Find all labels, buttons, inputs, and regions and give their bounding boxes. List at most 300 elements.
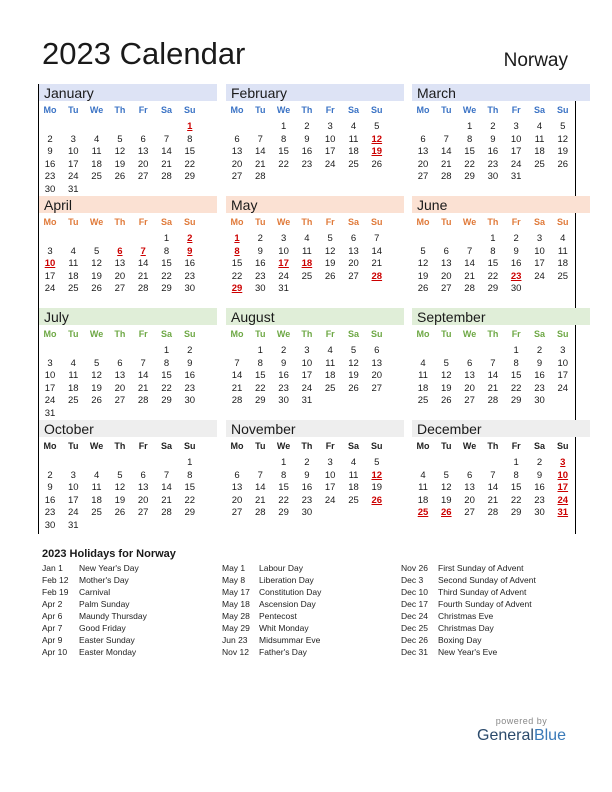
calendar-day: 13 [371, 357, 383, 369]
holiday-item [222, 611, 402, 623]
holiday-date: Feb 19 [42, 587, 69, 597]
calendar-day: 5 [420, 245, 426, 257]
calendar-day: 27 [137, 507, 149, 518]
calendar-day: 20 [231, 494, 243, 506]
holiday-day: 12 [371, 469, 383, 481]
weekday-label: Sa [533, 441, 545, 451]
calendar-day: 15 [487, 258, 499, 269]
calendar-day: 21 [255, 494, 266, 506]
calendar-day: 13 [137, 146, 149, 157]
month-name: July [44, 309, 69, 325]
calendar-day: 2 [280, 345, 287, 356]
calendar-day: 25 [68, 283, 79, 294]
calendar-day: 21 [487, 494, 499, 506]
holiday-name: Boxing Day [438, 635, 482, 645]
calendar-day: 5 [374, 121, 380, 132]
calendar-day: 21 [371, 258, 383, 269]
calendar-day: 3 [70, 133, 76, 145]
holiday-item [42, 599, 222, 611]
calendar-day: 4 [350, 457, 357, 468]
calendar-day: 28 [464, 283, 475, 294]
calendar-day: 3 [536, 233, 543, 244]
calendar-day: 4 [70, 357, 76, 369]
calendar-day: 11 [348, 133, 359, 145]
holiday-name: Labour Day [259, 563, 303, 573]
calendar-day: 12 [441, 482, 452, 493]
calendar-day: 21 [137, 382, 149, 394]
holiday-item [401, 635, 581, 647]
calendar-day: 25 [301, 270, 313, 282]
calendar-day: 22 [278, 494, 289, 506]
calendar-day: 21 [137, 270, 149, 282]
calendar-day: 20 [371, 370, 383, 381]
calendar-day: 14 [464, 258, 475, 269]
month-august [226, 308, 404, 420]
calendar-day: 11 [91, 146, 102, 157]
calendar-day: 19 [417, 270, 429, 282]
calendar-day: 10 [324, 133, 336, 145]
calendar-day: 22 [464, 158, 475, 170]
calendar-day: 31 [278, 283, 289, 294]
calendar-day: 28 [487, 507, 499, 518]
calendar-day: 24 [68, 507, 79, 518]
calendar-day: 16 [278, 370, 289, 381]
holiday-item [401, 575, 581, 587]
calendar-day: 9 [47, 146, 53, 157]
weekday-label: Mo [416, 105, 430, 115]
calendar-day: 18 [557, 258, 569, 269]
calendar-day: 21 [464, 270, 475, 282]
calendar-day: 11 [534, 133, 545, 145]
calendar-day: 13 [231, 146, 243, 157]
calendar-day: 30 [184, 283, 196, 294]
calendar-day: 15 [161, 258, 172, 269]
holiday-item [42, 575, 222, 587]
calendar-day: 6 [140, 469, 146, 481]
calendar-day: 17 [534, 258, 545, 269]
holiday-name: Christmas Day [438, 623, 494, 633]
month-february [226, 84, 404, 196]
weekday-label: Mo [230, 329, 244, 339]
calendar-day: 7 [466, 245, 473, 257]
calendar-day: 11 [348, 469, 359, 481]
calendar-day: 29 [510, 395, 522, 406]
month-header [226, 308, 404, 325]
calendar-day: 7 [140, 357, 146, 369]
calendar-day: 13 [464, 482, 475, 493]
calendar-day: 26 [348, 382, 359, 394]
calendar-day: 1 [163, 233, 170, 244]
calendar-day: 5 [374, 457, 380, 468]
calendar-day: 8 [280, 469, 287, 481]
weekday-label: Su [184, 105, 196, 115]
holiday-day: 7 [140, 245, 146, 257]
calendar-day: 1 [513, 345, 519, 356]
calendar-day: 5 [93, 245, 100, 257]
holiday-name: New Year's Day [79, 563, 139, 573]
calendar-day: 24 [324, 494, 336, 506]
calendar-day: 21 [231, 382, 243, 394]
calendar-day: 12 [417, 258, 429, 269]
calendar-day: 18 [68, 270, 79, 282]
holiday-item [222, 587, 402, 599]
calendar-day: 19 [114, 158, 126, 170]
calendar-day: 23 [278, 382, 289, 394]
calendar-day: 3 [47, 357, 53, 369]
calendar-day: 18 [91, 158, 102, 170]
holiday-name: Easter Monday [79, 647, 137, 657]
calendar-day: 8 [187, 469, 193, 481]
weekday-label: Sa [533, 217, 545, 227]
month-name: November [231, 421, 296, 437]
calendar-day: 9 [536, 469, 543, 481]
calendar-day: 7 [257, 133, 263, 145]
calendar-day: 25 [91, 507, 102, 518]
holiday-day: 23 [510, 270, 522, 282]
weekday-label: Mo [230, 217, 244, 227]
weekday-label: Sa [347, 105, 359, 115]
calendar-day: 2 [47, 469, 53, 481]
calendar-day: 29 [464, 171, 475, 182]
weekday-label: Su [557, 217, 569, 227]
calendar-day: 25 [534, 158, 545, 170]
weekday-label: Th [114, 441, 126, 451]
holiday-day: 10 [557, 469, 569, 481]
calendar-day: 19 [371, 482, 383, 493]
holiday-date: May 18 [222, 599, 250, 609]
calendar-day: 20 [114, 270, 126, 282]
calendar-day: 28 [137, 283, 149, 294]
calendar-day: 15 [184, 482, 196, 493]
calendar-day: 27 [371, 382, 383, 394]
calendar-day: 1 [490, 233, 496, 244]
weekday-label: Fr [138, 329, 148, 339]
calendar-day: 8 [163, 245, 170, 257]
calendar-day: 4 [560, 233, 566, 244]
calendar-day: 28 [487, 395, 499, 406]
calendar-day: 7 [257, 469, 263, 481]
calendar-day: 12 [557, 133, 569, 145]
holiday-name: Christmas Eve [438, 611, 494, 621]
weekday-label: Mo [43, 329, 57, 339]
calendar-day: 22 [161, 382, 172, 394]
weekday-label: Tu [441, 329, 452, 339]
holidays-title: 2023 Holidays for Norway [42, 548, 176, 560]
calendar-day: 9 [280, 357, 287, 369]
calendar-day: 20 [231, 158, 243, 170]
weekday-label: Mo [43, 105, 57, 115]
month-name: December [417, 421, 482, 437]
month-name: May [231, 197, 258, 213]
calendar-day: 25 [348, 494, 359, 506]
month-september [412, 308, 590, 420]
country-label: Norway [503, 50, 568, 71]
weekday-label: Sa [347, 217, 359, 227]
calendar-day: 14 [161, 146, 172, 157]
calendar-day: 2 [257, 233, 263, 244]
calendar-day: 4 [93, 469, 100, 481]
calendar-day: 13 [137, 482, 149, 493]
calendar-day: 3 [47, 245, 53, 257]
calendar-day: 28 [137, 395, 149, 406]
calendar-day: 13 [231, 482, 243, 493]
holiday-name: Maundy Thursday [79, 611, 147, 621]
weekday-label: Fr [138, 105, 148, 115]
holiday-date: Apr 6 [42, 611, 63, 621]
calendar-day: 5 [560, 121, 566, 132]
calendar-day: 22 [487, 270, 499, 282]
holiday-name: Pentecost [259, 611, 297, 621]
holiday-day: 10 [44, 258, 56, 269]
calendar-day: 10 [557, 357, 569, 369]
holiday-day: 1 [187, 121, 193, 132]
calendar-day: 16 [301, 146, 313, 157]
calendar-day: 8 [490, 245, 496, 257]
calendar-day: 24 [278, 270, 289, 282]
month-december [412, 420, 590, 532]
calendar-day: 23 [534, 382, 545, 394]
calendar-day: 31 [68, 519, 79, 531]
calendar-day: 31 [510, 171, 522, 182]
month-name: February [231, 85, 288, 101]
holiday-name: Carnival [79, 587, 111, 597]
calendar-day: 19 [114, 494, 126, 506]
calendar-day: 4 [420, 357, 426, 369]
weekday-label: Fr [325, 217, 335, 227]
weekday-label: We [89, 329, 104, 339]
brand-logo [474, 716, 569, 745]
holiday-name: First Sunday of Advent [438, 563, 524, 573]
calendar-day: 19 [441, 382, 452, 394]
calendar-day: 12 [91, 370, 102, 381]
calendar-day: 29 [487, 283, 499, 294]
weekday-label: Su [371, 329, 383, 339]
page-title: 2023 Calendar [42, 36, 246, 71]
weekday-label: Sa [533, 329, 545, 339]
calendar-day: 26 [114, 507, 126, 518]
weekday-label: Sa [347, 441, 359, 451]
month-name: January [44, 85, 94, 101]
holiday-date: May 1 [222, 563, 246, 573]
holiday-date: May 17 [222, 587, 250, 597]
calendar-day: 11 [325, 357, 336, 369]
calendar-day: 17 [68, 494, 79, 506]
holiday-name: Midsummar Eve [259, 635, 321, 645]
holiday-day: 24 [557, 494, 569, 506]
holiday-item [401, 599, 581, 611]
weekday-label: Tu [255, 217, 266, 227]
calendar-day: 27 [464, 507, 475, 518]
calendar-day: 25 [417, 395, 429, 406]
calendar-day: 14 [137, 258, 149, 269]
month-header [39, 420, 217, 437]
calendar-day: 20 [137, 158, 149, 170]
calendar-day: 30 [255, 283, 266, 294]
calendar-day: 6 [234, 469, 240, 481]
calendar-day: 1 [163, 345, 170, 356]
holiday-day: 26 [371, 494, 383, 506]
calendar-day: 18 [348, 146, 359, 157]
holiday-day: 12 [371, 133, 383, 145]
calendar-day: 16 [510, 258, 522, 269]
month-header [412, 84, 590, 101]
holiday-name: Second Sunday of Advent [438, 575, 536, 585]
brand-name-general: General [477, 727, 534, 744]
calendar-day: 6 [443, 245, 449, 257]
calendar-day: 18 [91, 494, 102, 506]
holiday-item [401, 587, 581, 599]
holiday-day: 9 [187, 245, 193, 257]
calendar-day: 25 [91, 171, 102, 182]
calendar-day: 27 [114, 395, 126, 406]
calendar-day: 18 [68, 382, 79, 394]
calendar-day: 15 [464, 146, 475, 157]
calendar-day: 1 [257, 345, 263, 356]
calendar-day: 30 [487, 171, 499, 182]
holiday-date: Apr 7 [42, 623, 63, 633]
calendar-day: 26 [91, 395, 102, 406]
weekday-label: Th [114, 329, 126, 339]
holiday-date: May 28 [222, 611, 250, 621]
holiday-name: Liberation Day [259, 575, 314, 585]
calendar-day: 24 [510, 158, 522, 170]
holiday-date: Dec 24 [401, 611, 428, 621]
calendar-day: 11 [418, 370, 428, 381]
holiday-name: Third Sunday of Advent [438, 587, 527, 597]
calendar-day: 22 [231, 270, 243, 282]
weekday-label: Fr [511, 329, 521, 339]
holiday-name: Constitution Day [259, 587, 322, 597]
weekday-label: Fr [325, 105, 335, 115]
holiday-day: 3 [560, 457, 566, 468]
calendar-day: 7 [163, 469, 170, 481]
holiday-name: Ascension Day [259, 599, 316, 609]
holiday-date: Apr 9 [42, 635, 63, 645]
weekday-label: Sa [533, 105, 545, 115]
calendar-day: 5 [350, 345, 357, 356]
calendar-day: 11 [91, 482, 102, 493]
holiday-item [222, 623, 402, 635]
calendar-day: 18 [534, 146, 545, 157]
weekday-label: Su [371, 105, 383, 115]
calendar-day: 10 [510, 133, 522, 145]
weekday-label: Fr [325, 441, 335, 451]
calendar-day: 31 [68, 183, 79, 195]
calendar-day: 7 [163, 133, 170, 145]
weekday-label: Fr [138, 217, 148, 227]
weekday-label: Su [184, 217, 196, 227]
holiday-name: Easter Sunday [79, 635, 135, 645]
calendar-day: 29 [161, 283, 172, 294]
calendar-day: 29 [161, 395, 172, 406]
calendar-day: 26 [371, 158, 383, 170]
holiday-name: Whit Monday [259, 623, 309, 633]
calendar-day: 29 [184, 507, 196, 518]
calendar-day: 12 [114, 482, 126, 493]
weekday-label: Th [301, 105, 313, 115]
month-header [412, 308, 590, 325]
month-june [412, 196, 590, 308]
month-header [226, 84, 404, 101]
holiday-name: Good Friday [79, 623, 126, 633]
calendar-day: 26 [417, 283, 429, 294]
calendar-day: 15 [255, 370, 266, 381]
calendar-day: 3 [560, 345, 566, 356]
calendar-day: 30 [44, 183, 56, 195]
weekday-label: Tu [441, 217, 452, 227]
holiday-date: Dec 25 [401, 623, 428, 633]
calendar-day: 4 [70, 245, 76, 257]
weekday-label: Th [487, 217, 499, 227]
month-header [226, 196, 404, 213]
calendar-day: 21 [161, 158, 172, 170]
month-april [39, 196, 217, 308]
calendar-day: 20 [464, 382, 475, 394]
calendar-day: 28 [441, 171, 452, 182]
calendar-day: 10 [534, 245, 545, 257]
weekday-label: Su [371, 217, 383, 227]
month-may [226, 196, 404, 308]
calendar-day: 14 [161, 482, 172, 493]
calendar-day: 15 [161, 370, 172, 381]
calendar-day: 9 [187, 357, 193, 369]
calendar-day: 3 [327, 457, 333, 468]
weekday-label: Tu [255, 329, 266, 339]
holiday-day: 8 [234, 245, 240, 257]
holiday-item [401, 563, 581, 575]
calendar-day: 25 [348, 158, 359, 170]
calendar-day: 6 [466, 357, 473, 369]
calendar-day: 26 [557, 158, 569, 170]
calendar-day: 26 [441, 395, 452, 406]
calendar-grid [38, 84, 576, 534]
calendar-day: 17 [510, 146, 522, 157]
weekday-label: Sa [160, 105, 172, 115]
calendar-day: 29 [278, 507, 289, 518]
holiday-item [42, 635, 222, 647]
month-header [412, 420, 590, 437]
calendar-day: 27 [231, 171, 243, 182]
weekday-label: Tu [441, 105, 452, 115]
holiday-item [42, 623, 222, 635]
calendar-day: 15 [278, 482, 289, 493]
weekday-label: We [276, 329, 291, 339]
calendar-day: 23 [487, 158, 499, 170]
calendar-day: 20 [417, 158, 429, 170]
holiday-item [42, 587, 222, 599]
calendar-day: 14 [255, 482, 266, 493]
month-july [39, 308, 217, 420]
calendar-day: 5 [327, 233, 333, 244]
calendar-day: 5 [443, 357, 449, 369]
holiday-date: May 8 [222, 575, 246, 585]
calendar-day: 7 [234, 357, 240, 369]
calendar-day: 2 [187, 345, 193, 356]
calendar-day: 28 [161, 171, 172, 182]
weekday-label: Th [487, 441, 499, 451]
month-name: August [231, 309, 275, 325]
calendar-day: 29 [184, 171, 196, 182]
calendar-day: 5 [117, 133, 123, 145]
month-name: April [44, 197, 73, 213]
calendar-day: 16 [487, 146, 499, 157]
calendar-day: 15 [231, 258, 243, 269]
holiday-name: Mother's Day [79, 575, 129, 585]
calendar-day: 9 [490, 133, 496, 145]
holiday-day: 29 [231, 283, 243, 294]
holiday-date: Dec 3 [401, 575, 424, 585]
holiday-date: May 29 [222, 623, 250, 633]
